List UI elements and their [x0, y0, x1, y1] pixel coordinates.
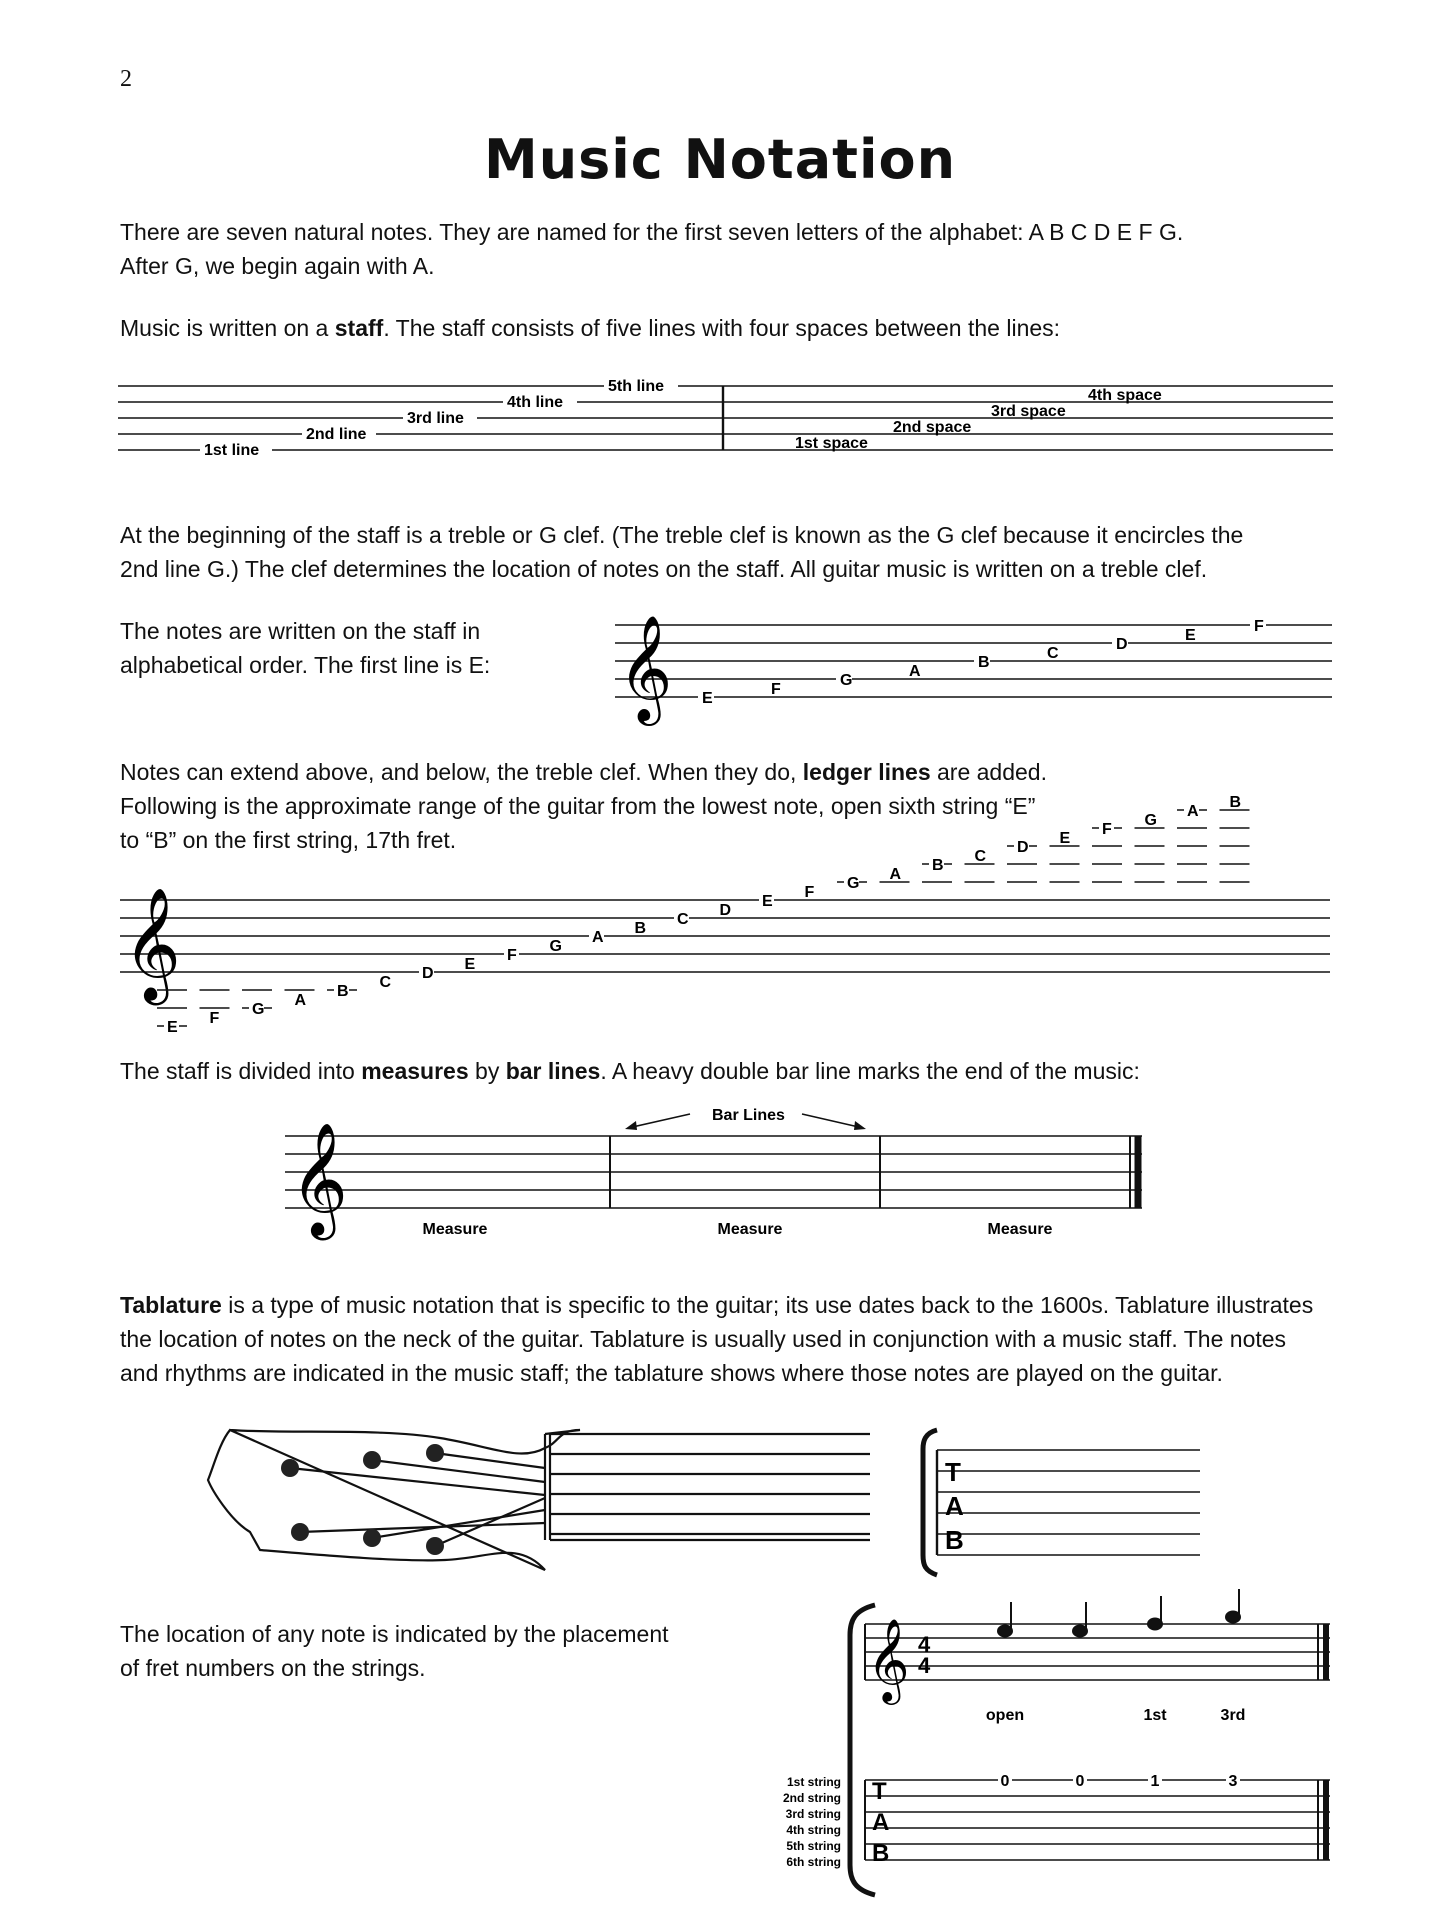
tuning-peg-icon [291, 1523, 309, 1541]
range-note-label: F [804, 884, 815, 901]
notes-paragraph [120, 614, 540, 682]
range-note-label: G [549, 938, 562, 955]
time-signature-bottom: 4 [918, 1653, 931, 1678]
measure-label: Measure [717, 1221, 783, 1238]
staff-para-pre: Music is written on a [120, 315, 335, 341]
tuning-peg-icon [426, 1537, 444, 1555]
fret-label-open: open [985, 1707, 1025, 1724]
range-note-label: C [677, 911, 689, 928]
guitar-range-diagram [115, 794, 1335, 1036]
arrow-left-icon [628, 1114, 690, 1128]
tuning-peg-icon [426, 1444, 444, 1462]
clef-line-1: At the beginning of the staff is a treble or G clef. (The treble clef is known as the G clef because it encircles the [120, 522, 1244, 548]
range-note-label: G [847, 875, 860, 892]
range-note-label: B [932, 857, 944, 874]
tab-letter-a: A [945, 1491, 964, 1521]
staff-note-label: E [1185, 627, 1196, 644]
staff-note-label: A [909, 663, 921, 680]
fret-number: 3 [1228, 1773, 1238, 1790]
staff-note-label: E [702, 690, 713, 707]
line-label-3: 3rd line [407, 410, 464, 427]
treble-clef-icon: 𝄞 [123, 887, 181, 1001]
staff-note-label: C [1047, 645, 1059, 662]
ledger-line-3: to “B” on the first string, 17th fret. [120, 827, 457, 853]
range-note-label: G [252, 1001, 265, 1018]
notes-line-1: The notes are written on the staff in [120, 618, 481, 644]
range-note-label: G [1144, 812, 1157, 829]
headstock-outline [208, 1430, 580, 1570]
line-label-2: 2nd line [306, 426, 367, 443]
tab-letter-b: B [872, 1840, 890, 1867]
fret-number: 1 [1150, 1773, 1160, 1790]
staff-note-label: G [840, 672, 853, 689]
range-note-label: D [1017, 839, 1029, 856]
tuning-peg-icon [363, 1529, 381, 1547]
fret-number-diagram [755, 1600, 1335, 1900]
tab-line-3: and rhythms are indicated in the music staff; the tablature shows where those notes are played on the guitar. [120, 1360, 1223, 1386]
intro-line-1: There are seven natural notes. They are named for the first seven letters of the alphabet: A B C D E F G. [120, 219, 1184, 245]
note-head [1226, 1612, 1240, 1623]
brace-icon [923, 1430, 937, 1575]
range-note-label: B [634, 920, 647, 937]
treble-clef-icon: 𝄞 [867, 1617, 910, 1701]
staff-note-label: B [978, 654, 990, 671]
page-number: 2 [120, 66, 132, 92]
fret-line-1: The location of any note is indicated by the placement [120, 1621, 669, 1647]
fret-number: 0 [1000, 1773, 1010, 1790]
staff-paragraph [120, 311, 1335, 345]
fret-label-1st: 1st [1143, 1707, 1167, 1724]
intro-line-2: After G, we begin again with A. [120, 253, 435, 279]
time-signature-top: 4 [918, 1632, 931, 1657]
string-label: 3rd string [785, 1807, 841, 1821]
tablature-paragraph [120, 1288, 1335, 1390]
notes-line-2: alphabetical order. The first line is E: [120, 652, 491, 678]
range-note-label: F [209, 1010, 220, 1027]
tab-letter-b: B [945, 1525, 964, 1555]
staff-diagram [118, 378, 1333, 460]
range-note-label: E [1059, 830, 1071, 847]
measures-paragraph: The staff is divided into measures by bar lines. A heavy double bar line marks the end of the music: [120, 1058, 1140, 1084]
fret-line-2: of fret numbers on the strings. [120, 1655, 426, 1681]
measures-diagram [280, 1100, 1160, 1240]
line-label-5: 5th line [608, 378, 665, 395]
tab-staff-diagram [915, 1425, 1205, 1585]
range-note-label: A [889, 866, 902, 883]
string-label: 2nd string [782, 1791, 841, 1805]
range-note-label: F [1102, 821, 1112, 838]
intro-paragraph [120, 215, 1335, 283]
treble-clef-icon: 𝄞 [618, 614, 673, 721]
space-label-1: 1st space [795, 435, 868, 452]
tuning-peg-icon [363, 1451, 381, 1469]
line-label-4: 4th line [507, 394, 564, 411]
space-label-3: 3rd space [991, 403, 1066, 420]
line-label-1: 1st line [204, 442, 260, 459]
fret-paragraph [120, 1617, 720, 1685]
arrow-right-icon [802, 1114, 863, 1128]
string-label: 5th string [786, 1839, 841, 1853]
clef-line-2: 2nd line G.) The clef determines the location of notes on the staff. All guitar music is written on a treble clef. [120, 556, 1208, 582]
bar-lines-label: Bar Lines [712, 1107, 785, 1124]
range-note-label: A [294, 992, 307, 1009]
range-note-label: B [337, 983, 349, 1000]
note-head [1148, 1619, 1162, 1630]
note-staff-diagram [610, 595, 1335, 721]
tab-letter-t: T [872, 1778, 887, 1805]
measure-label: Measure [422, 1221, 488, 1238]
staff-note-label: F [1254, 618, 1264, 635]
range-note-label: D [422, 965, 434, 982]
string-label: 1st string [786, 1775, 841, 1789]
range-note-label: A [1187, 803, 1199, 820]
note-head [1073, 1626, 1087, 1637]
range-note-label: D [719, 902, 732, 919]
range-note-label: E [762, 893, 773, 910]
range-note-label: C [974, 848, 987, 865]
ledger-line-2: Following is the approximate range of the guitar from the lowest note, open sixth string “E” [120, 793, 1036, 819]
range-note-label: C [379, 974, 392, 991]
string-label: 4th string [786, 1823, 841, 1837]
range-note-label: E [167, 1019, 178, 1036]
fret-number: 0 [1075, 1773, 1085, 1790]
range-note-label: E [464, 956, 476, 973]
staff-note-label: D [1116, 636, 1128, 653]
ledger-line-1: Notes can extend above, and below, the treble clef. When they do, ledger lines are added. [120, 759, 1047, 785]
range-note-label: F [507, 947, 517, 964]
staff-para-bold: staff [334, 315, 384, 341]
staff-para-post: . The staff consists of five lines with four spaces between the lines: [383, 315, 1061, 341]
page-title: Music Notation [483, 128, 957, 191]
clef-paragraph [120, 518, 1335, 586]
note-head [998, 1626, 1012, 1637]
string-label: 6th string [786, 1855, 841, 1869]
range-note-label: A [592, 929, 604, 946]
tab-letter-a: A [872, 1809, 890, 1836]
range-note-label: B [1229, 794, 1242, 811]
tab-line-2: the location of notes on the neck of the guitar. Tablature is usually used in conjunction with a music staff. The notes [120, 1326, 1287, 1352]
space-label-4: 4th space [1088, 387, 1162, 404]
measure-label: Measure [987, 1221, 1053, 1238]
treble-clef-icon: 𝄞 [290, 1122, 348, 1236]
staff-note-label: F [771, 681, 781, 698]
space-label-2: 2nd space [893, 419, 972, 436]
tab-letter-t: T [945, 1457, 961, 1487]
guitar-headstock-illustration [200, 1420, 880, 1585]
tab-line-1: Tablature is a type of music notation that is specific to the guitar; its use dates back to the 1600s. Tablature illustrates [120, 1292, 1314, 1318]
fret-label-3rd: 3rd [1220, 1707, 1246, 1724]
tuning-peg-icon [281, 1459, 299, 1477]
